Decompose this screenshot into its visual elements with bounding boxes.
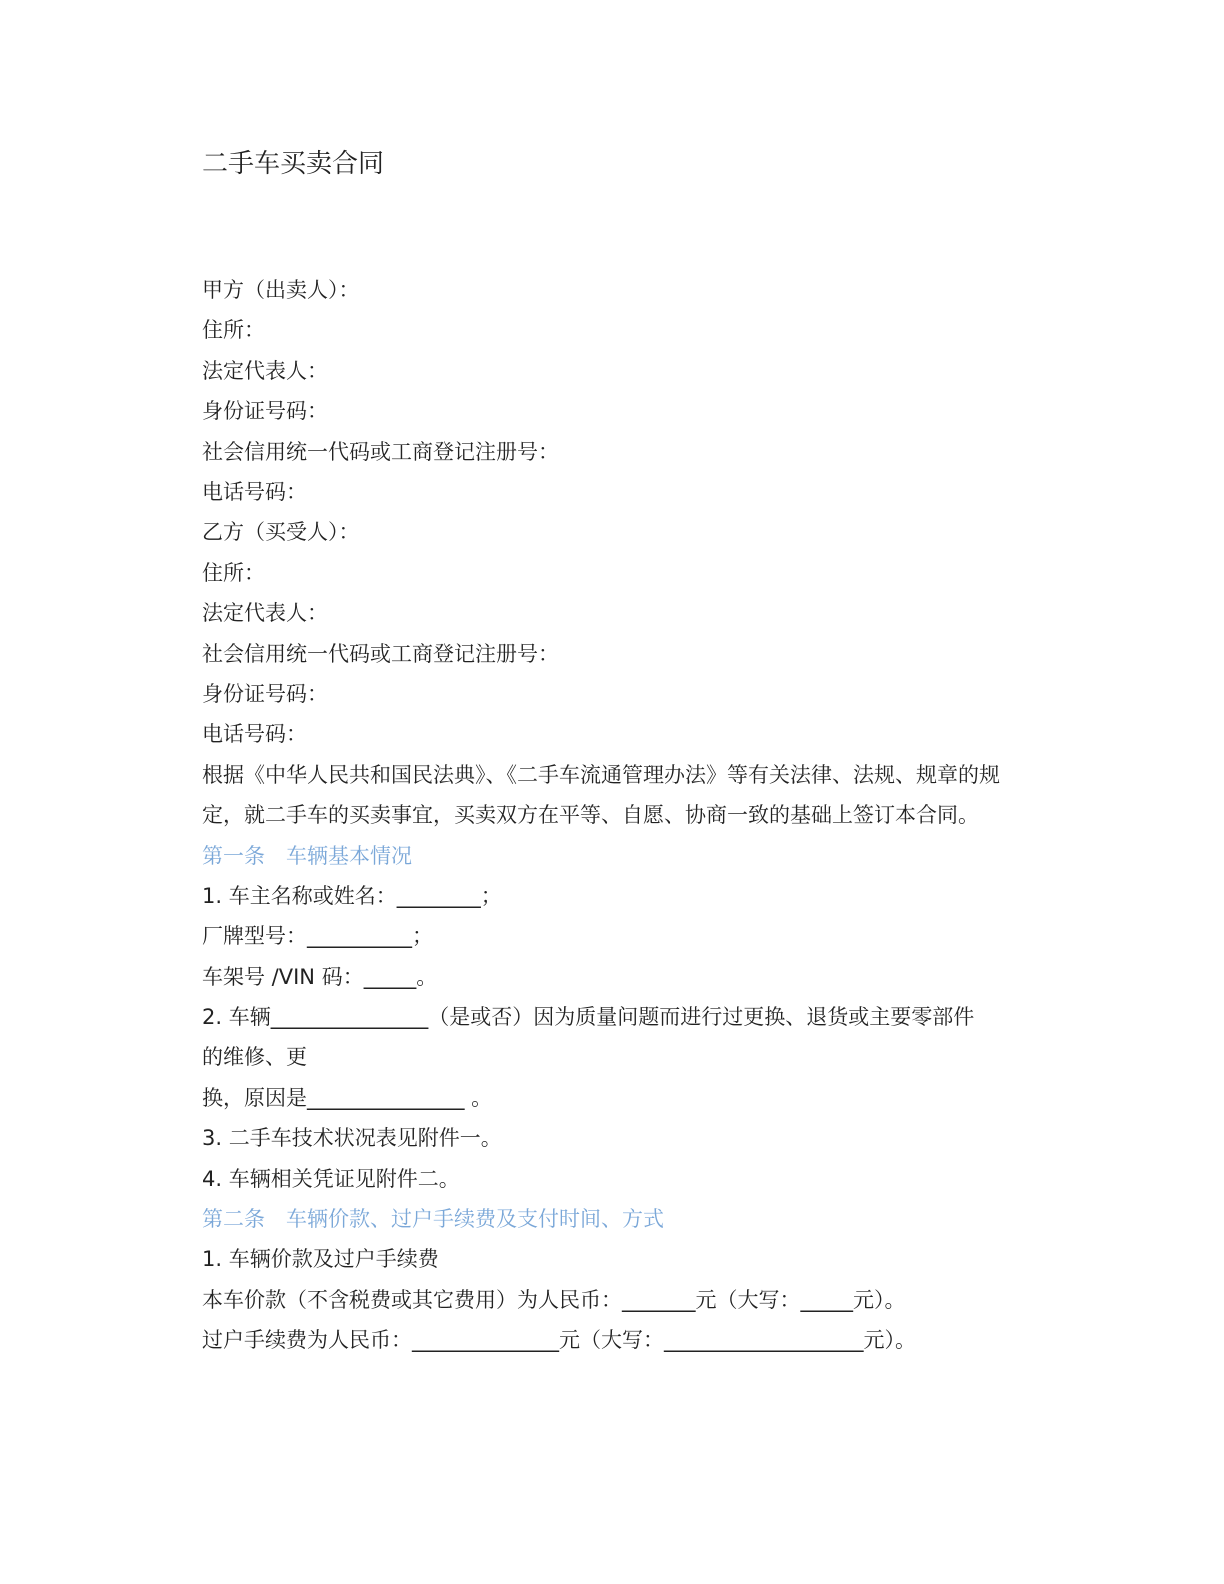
article1-heading: 第一条 车辆基本情况: [202, 843, 412, 868]
party-b-legal-rep: 法定代表人：: [202, 601, 328, 626]
article1-item2-line3: 换，原因是_______________ 。: [202, 1085, 493, 1110]
document-body: [202, 270, 1022, 1361]
party-b-label: 乙方（买受人）：: [202, 520, 360, 545]
article2-transfer-fee: 过户手续费为人民币：______________元（大写：___________________元）。: [202, 1328, 916, 1353]
party-a-phone: 电话号码：: [202, 479, 307, 504]
article1-item2-line2: 的维修、更: [202, 1045, 307, 1070]
article1-item2-line1: 2. 车辆_______________（是或否）因为质量问题而进行过更换、退货或主要零部件: [202, 1005, 975, 1030]
party-a-id-number: 身份证号码：: [202, 399, 328, 424]
article1-vin: 车架号 /VIN 码：_____。: [202, 964, 438, 989]
party-b-id-number: 身份证号码：: [202, 681, 328, 706]
party-a-legal-rep: 法定代表人：: [202, 358, 328, 383]
party-a-address: 住所：: [202, 318, 265, 343]
article2-heading: 第二条 车辆价款、过户手续费及支付时间、方式: [202, 1207, 664, 1232]
party-b-phone: 电话号码：: [202, 722, 307, 747]
article1-item3: 3. 二手车技术状况表见附件一。: [202, 1126, 502, 1151]
article1-item4: 4. 车辆相关凭证见附件二。: [202, 1166, 460, 1191]
article2-price: 本车价款（不含税费或其它费用）为人民币：_______元（大写：_____元）。: [202, 1287, 906, 1312]
article1-brand-model: 厂牌型号：__________；: [202, 924, 433, 949]
party-b-address: 住所：: [202, 560, 265, 585]
preamble-paragraph: 根据《中华人民共和国民法典》、《二手车流通管理办法》等有关法律、法规、规章的规定，就二手车的买卖事宜，买卖双方在平等、自愿、协商一致的基础上签订本合同。: [202, 762, 1000, 828]
article1-item1-owner: 1. 车主名称或姓名：________；: [202, 883, 502, 908]
party-a-label: 甲方（出卖人）：: [202, 278, 360, 302]
party-b-credit-code: 社会信用统一代码或工商登记注册号：: [202, 641, 559, 666]
party-a-credit-code: 社会信用统一代码或工商登记注册号：: [202, 439, 559, 464]
document-title: 二手车买卖合同: [202, 149, 385, 179]
article2-item1: 1. 车辆价款及过户手续费: [202, 1247, 439, 1272]
